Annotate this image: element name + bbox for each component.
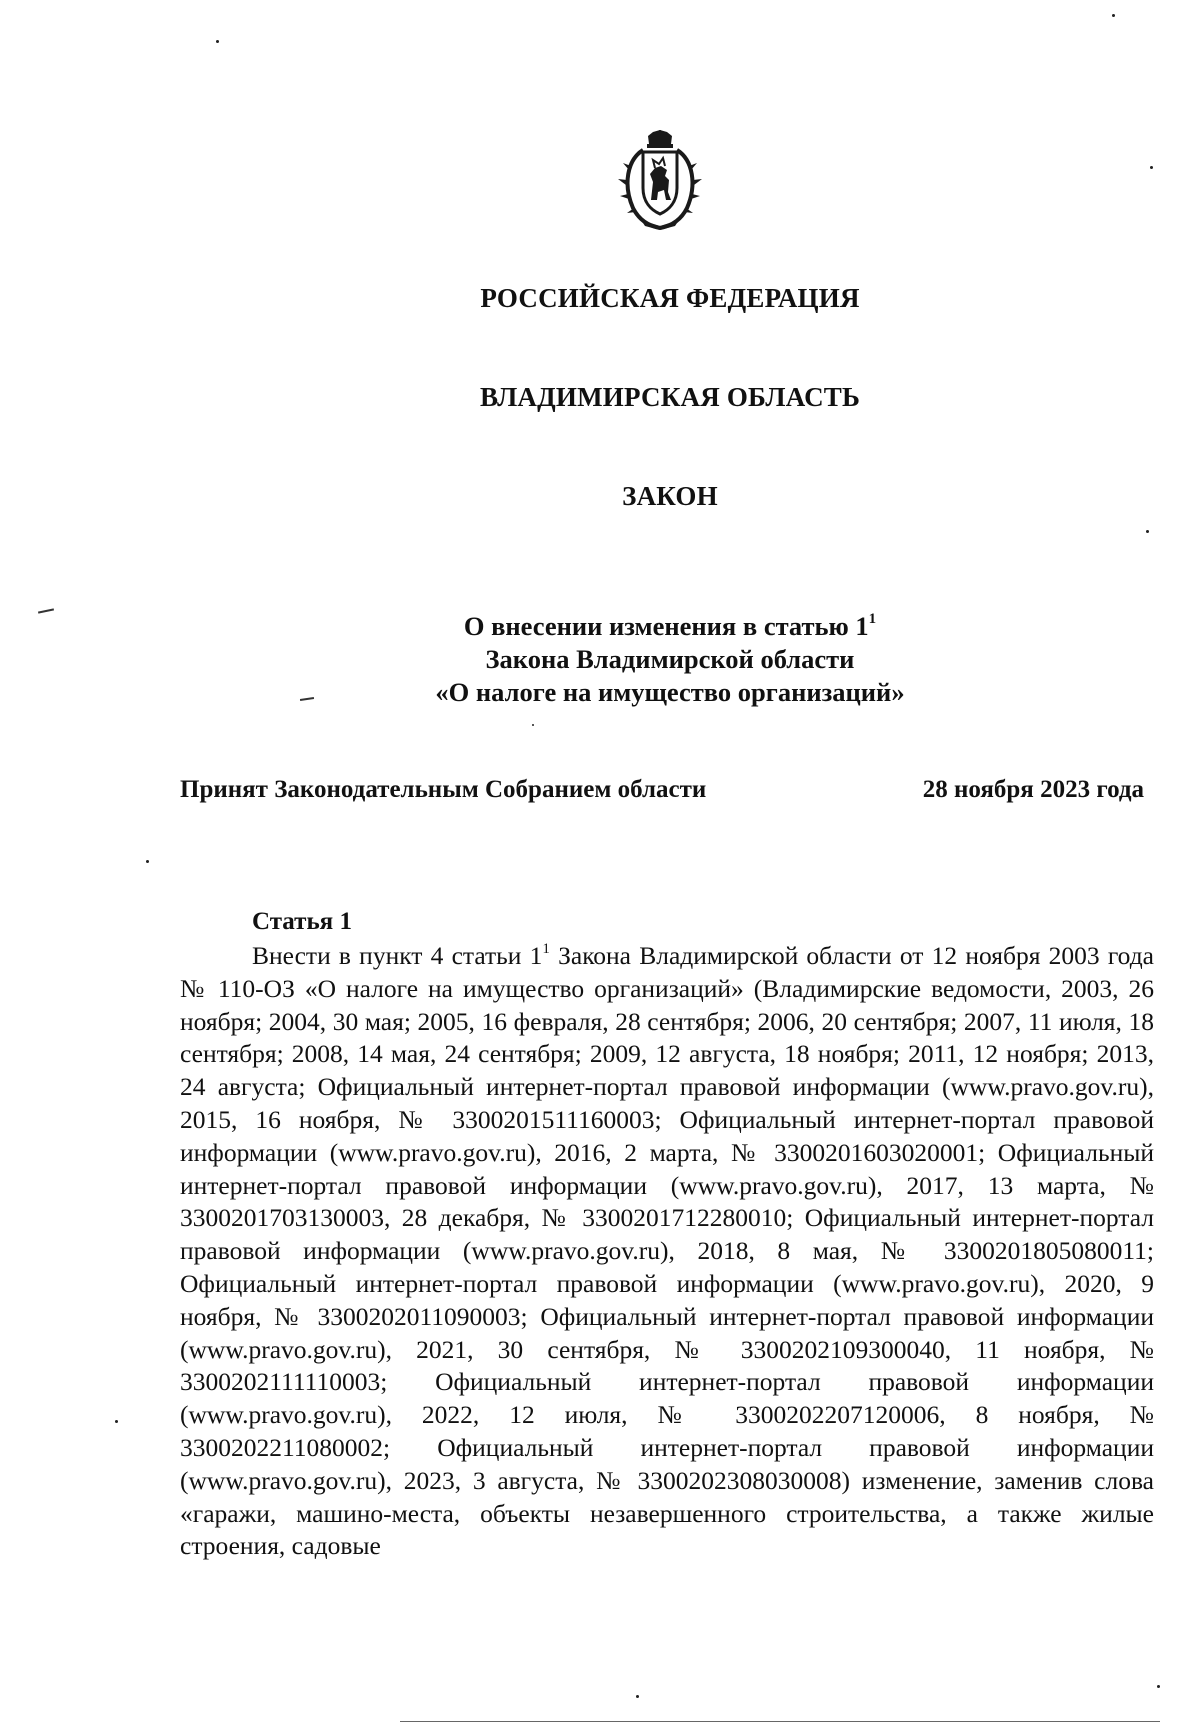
scan-speck <box>1157 1685 1160 1688</box>
document-type-heading: ЗАКОН <box>622 481 718 511</box>
scan-speck <box>1112 14 1115 17</box>
scan-speck <box>115 1420 118 1423</box>
region-heading: ВЛАДИМИРСКАЯ ОБЛАСТЬ <box>479 382 861 412</box>
scan-speck <box>1150 166 1153 169</box>
country-heading: РОССИЙСКАЯ ФЕДЕРАЦИЯ <box>480 283 860 313</box>
scan-speck <box>532 724 534 726</box>
law-title <box>0 610 1200 709</box>
law-title-line-1: О внесении изменения в статью $1^1$ <box>463 611 877 641</box>
adoption-date: 28 ноября 2023 года <box>922 776 1144 803</box>
article-body: Внести в пункт 4 статьи $1^1$ Закона Владимирской области от 12 ноября 2003 года № 110-ОЗ «О налоге на имущество организаций» (Владимирские ведомости, 2003, 26 ноября; 2004, 30 мая; 2005, 16 февраля, 28 сентября; 2006, 20 сентября; 2007, 11 июля, 18 сентября; 2008, 14 мая, 24 сентября; 2009, 12 августа, 18 ноября; 2011, 12 ноября; 2013, 24 августа; Официальный интернет-портал правовой информации (www.pravo.gov.ru), 2015, 16 ноября, № 3300201511160003; Официальный интернет-портал правовой информации (www.pravo.gov.ru), 2016, 2 марта, № 3300201603020001; Официальный интернет-портал правовой информации (www.pravo.gov.ru), 2017, 13 марта, № 3300201703130003, 28 декабря, № 3300201712280010; Официальный интернет-портал правовой информации (www.pravo.gov.ru), 2018, 8 мая, № 3300201805080011; Официальный интернет-портал правовой информации (www.pravo.gov.ru), 2020, 9 ноября, № 3300202011090003; Официальный интернет-портал правовой информации (www.pravo.gov.ru), 2021, 30 сентября, № 3300202109300040, 11 ноября, № 3300202111110003; Официальный интернет-портал правовой информации (www.pravo.gov.ru), 2022, 12 июля, № 3300202207120006, 8 ноября, № 3300202211080002; Официальный интернет-портал правовой информации (www.pravo.gov.ru), 2023, 3 августа, № 3300202308030008) изменение, заменив слова «гаражи, машино-места, объекты незавершенного строительства, а также жилые строения, садовые <box>180 941 1154 1561</box>
coat-of-arms-icon <box>613 130 707 230</box>
scan-speck <box>1146 530 1149 533</box>
law-title-line-3: «О налоге на имущество организаций» <box>435 677 905 707</box>
adoption-info <box>180 776 1144 804</box>
scan-speck <box>636 1695 639 1698</box>
adoption-label: Принят Законодательным Собранием области <box>180 776 707 803</box>
scan-speck <box>216 40 219 43</box>
scan-edge-line <box>400 1721 1160 1722</box>
article-heading: Статья 1 <box>252 908 352 935</box>
scan-speck <box>146 860 149 863</box>
law-title-line-2: Закона Владимирской области <box>485 644 855 674</box>
